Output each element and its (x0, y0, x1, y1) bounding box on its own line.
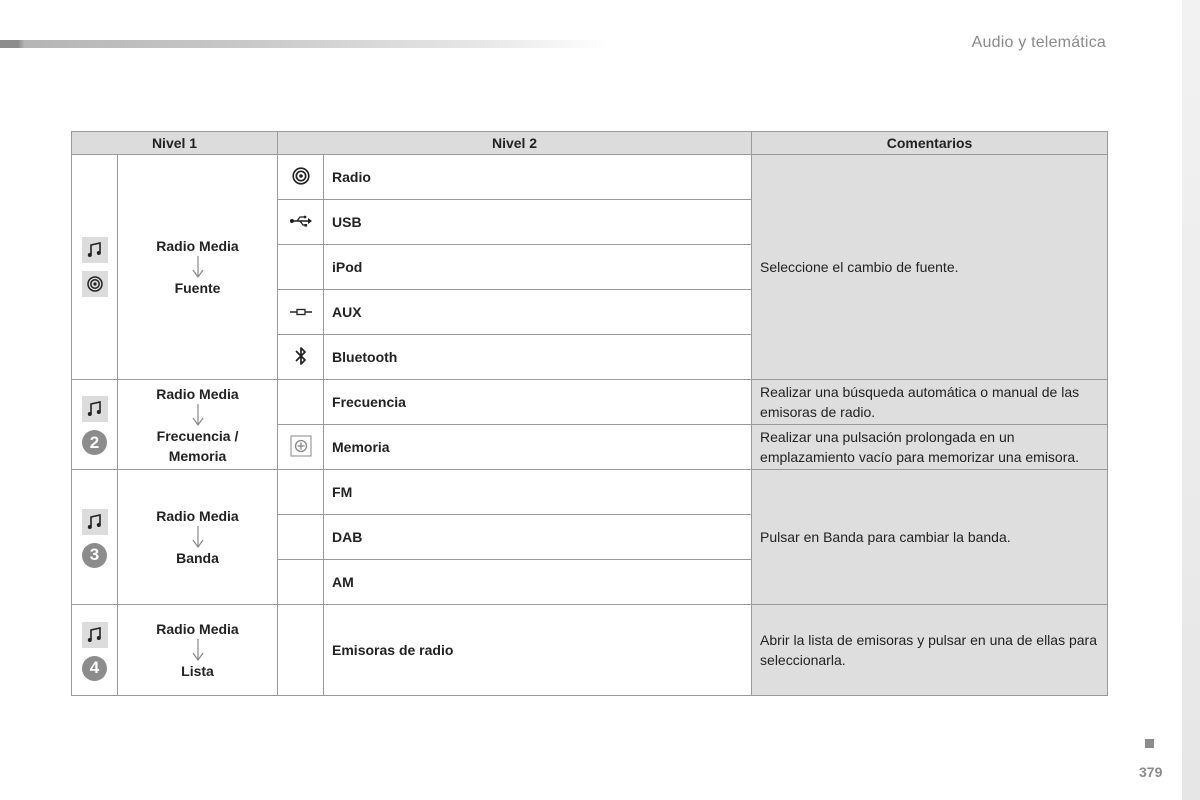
arrow-down-icon (192, 404, 204, 426)
level1-icons-cell (72, 470, 118, 605)
level2-icon-cell (278, 560, 324, 605)
step-badge: 4 (82, 656, 107, 681)
section-title: Audio y telemática (971, 34, 1106, 51)
level2-label: AM (324, 560, 752, 605)
comment-cell: Pulsar en Banda para cambiar la banda. (752, 470, 1108, 605)
page-marker (1145, 739, 1154, 748)
level2-label: FM (324, 470, 752, 515)
level1-cell (118, 155, 278, 380)
music-note-icon (82, 622, 108, 648)
level2-label: DAB (324, 515, 752, 560)
aux-jack-icon (289, 307, 313, 317)
level2-icon-cell (278, 245, 324, 290)
table-row (72, 155, 1108, 200)
table-header-row (72, 132, 1108, 155)
level2-label: Memoria (324, 425, 752, 470)
page-number: 379 (1139, 764, 1163, 780)
comment-cell: Abrir la lista de emisoras y pulsar en una de ellas para seleccionarla. (752, 605, 1108, 696)
level1-bottom-label: Lista (181, 663, 214, 679)
level1-bottom-label: Fuente (174, 280, 221, 296)
level1-bottom-label: Banda (176, 550, 219, 566)
music-note-icon (82, 396, 108, 422)
level2-label: Bluetooth (324, 335, 752, 380)
level2-icon-cell (278, 515, 324, 560)
level1-top-label: Radio Media (156, 385, 239, 402)
level2-icon-cell (278, 470, 324, 515)
level1-icons-cell (72, 155, 118, 380)
header-decorative-bar (0, 40, 610, 48)
level1-bottom-label-2: Memoria (168, 447, 227, 464)
comment-cell: Realizar una pulsación prolongada en un emplazamiento vacío para memorizar una emisora. (752, 425, 1108, 470)
level2-icon-cell (278, 605, 324, 696)
level1-cell (118, 470, 278, 605)
arrow-down-icon (192, 639, 204, 661)
level1-icons-cell (72, 605, 118, 696)
table-row (72, 470, 1108, 515)
level2-label: Frecuencia (324, 380, 752, 425)
music-note-icon (82, 237, 108, 263)
level2-icon-cell (278, 335, 324, 380)
level2-label: Emisoras de radio (324, 605, 752, 696)
bluetooth-icon (294, 345, 308, 367)
comment-cell: Seleccione el cambio de fuente. (752, 155, 1108, 380)
radio-signal-icon (82, 271, 108, 297)
table-row (72, 605, 1108, 696)
level1-cell (118, 605, 278, 696)
level2-icon-cell (278, 200, 324, 245)
music-note-icon (82, 509, 108, 535)
radio-signal-icon (291, 166, 311, 186)
level2-icon-cell (278, 425, 324, 470)
level2-label: iPod (324, 245, 752, 290)
level1-cell (118, 380, 278, 470)
level1-top-label: Radio Media (156, 238, 239, 254)
header-nivel-2: Nivel 2 (278, 132, 752, 155)
step-badge: 3 (82, 543, 107, 568)
header-comentarios: Comentarios (752, 132, 1108, 155)
level2-label: Radio (324, 155, 752, 200)
level2-label: AUX (324, 290, 752, 335)
level1-icons-cell (72, 380, 118, 470)
level2-icon-cell (278, 155, 324, 200)
comment-cell: Realizar una búsqueda automática o manual de las emisoras de radio. (752, 380, 1108, 425)
level2-icon-cell (278, 290, 324, 335)
step-badge: 2 (82, 430, 107, 455)
arrow-down-icon (192, 526, 204, 548)
level1-bottom-label: Frecuencia / (156, 427, 239, 444)
usb-icon (289, 214, 313, 228)
level1-top-label: Radio Media (156, 508, 239, 524)
level2-icon-cell (278, 380, 324, 425)
header-nivel-1: Nivel 1 (72, 132, 278, 155)
memory-add-icon (290, 435, 312, 457)
page-edge-strip (1182, 0, 1200, 800)
level1-top-label: Radio Media (156, 621, 239, 637)
menu-table (71, 131, 1108, 696)
level2-label: USB (324, 200, 752, 245)
arrow-down-icon (192, 256, 204, 278)
table-row (72, 380, 1108, 425)
